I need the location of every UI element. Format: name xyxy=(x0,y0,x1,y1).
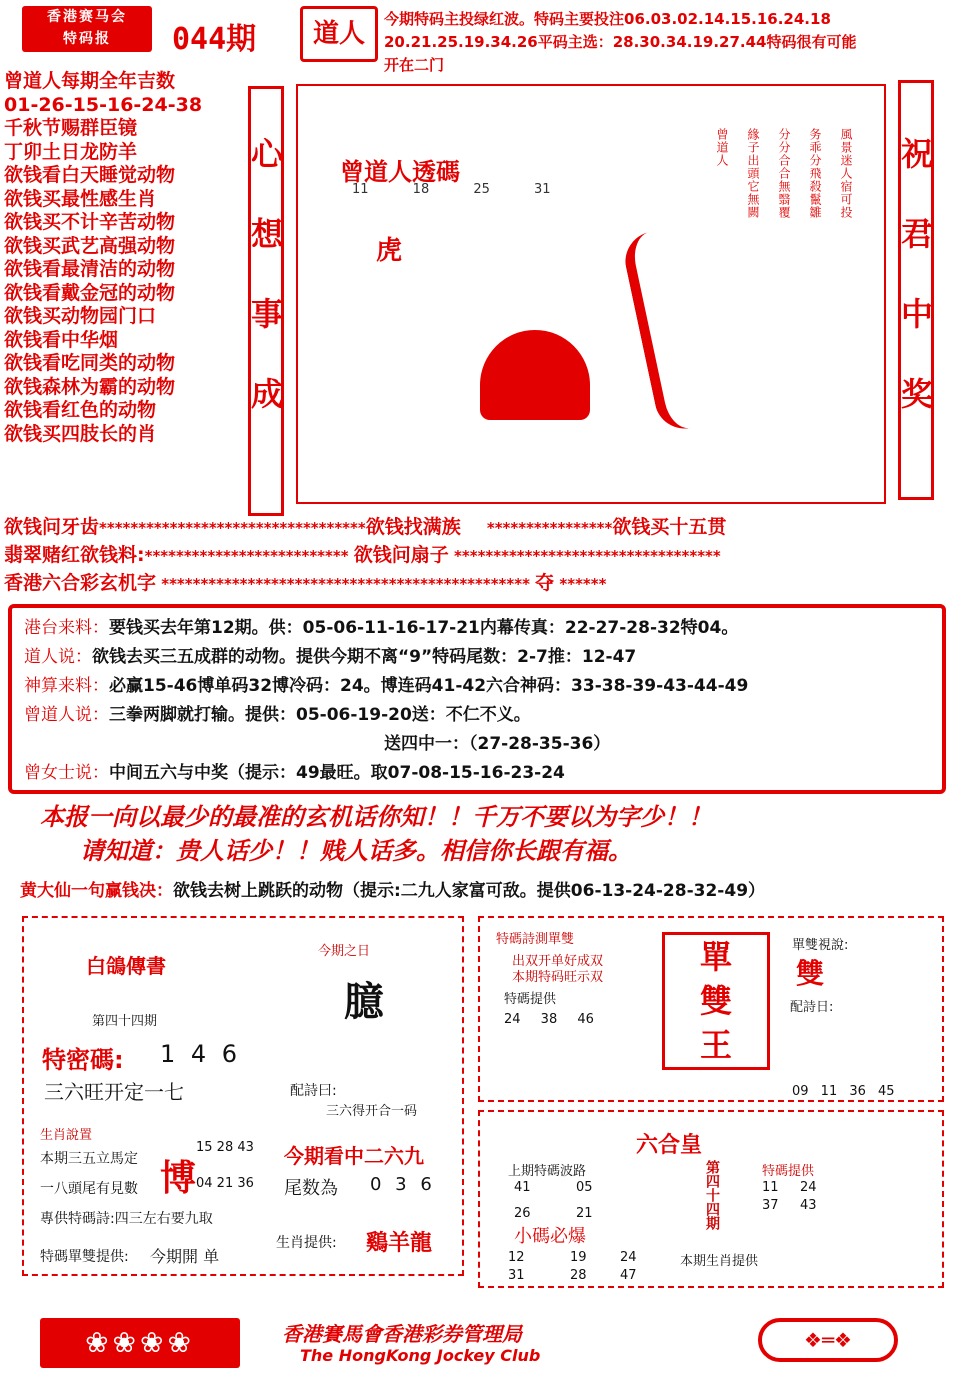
dbl-label: 特碼單雙提供: xyxy=(40,1249,129,1265)
small-num: 28 xyxy=(570,1268,587,1283)
focus-text: 今期看中二六九 xyxy=(284,1144,424,1168)
poem-column: 务乖分飛殺鬣雛 xyxy=(808,128,822,219)
rb-offer-num: 37 xyxy=(762,1198,779,1213)
odd-even-poem: 本期特码旺示双 xyxy=(512,970,604,985)
riddle-line: 千秋节赐群臣镜 xyxy=(4,117,138,139)
scroll-char: 中 xyxy=(901,295,934,333)
side-title: 單雙視說: xyxy=(792,938,849,953)
special-code-value: 1 4 6 xyxy=(160,1040,242,1068)
star-row: 香港六合彩玄机字 *********************************************** 夺 ****** xyxy=(4,572,607,594)
small-num: 12 xyxy=(508,1250,525,1265)
poem-text: 三六得开合一码 xyxy=(326,1104,418,1119)
jockey-club-logo-left xyxy=(40,1318,240,1368)
riddle-line: 欲钱看戴金冠的动物 xyxy=(4,281,176,304)
star-row-b: 夺 xyxy=(535,572,555,594)
poem-column: 分分合合無翳覆 xyxy=(777,128,791,219)
riddle-line: 欲钱买动物园门口 xyxy=(4,305,157,327)
riddle-line: 欲钱看中华烟 xyxy=(4,328,119,351)
wave-label: 上期特碼波路 xyxy=(508,1164,587,1179)
scroll-char: 祝 xyxy=(901,135,934,173)
footer-chinese-name: 香港賽馬會香港彩券管理局 xyxy=(282,1322,522,1346)
tip-row xyxy=(24,614,930,643)
riddle-line: 欲钱看白天睡觉动物 xyxy=(4,164,176,186)
riddle-line: 欲钱买不计辛苦动物 xyxy=(4,211,176,233)
zodiac-label: 生肖說置 xyxy=(40,1128,93,1143)
painting-tiger-char: 虎 xyxy=(376,236,403,266)
issue-label: 第四十四期 xyxy=(92,1014,158,1029)
tip-row xyxy=(24,701,930,730)
riddle-line: 欲钱看红色的动物 xyxy=(4,399,157,421)
small-num: 24 xyxy=(620,1250,637,1265)
side-nums: 09 11 36 45 xyxy=(792,1084,895,1099)
king-char: 單 xyxy=(699,938,732,976)
huang-text: 欲钱去树上跳跃的动物（提示:二九人家富可敌。提供06-13-24-28-32-49） xyxy=(173,881,766,901)
slogan-line: 本报一向以最少的最准的玄机话你知！！千万不要以为字少！！ xyxy=(40,802,712,831)
dbl-value: 今期開 单 xyxy=(150,1247,220,1266)
painting-title: 曾道人透碼 xyxy=(340,157,460,186)
tip-source: 曾女士说： xyxy=(24,763,109,783)
riddle-line: 欲钱看最清洁的动物 xyxy=(4,258,176,280)
king-char: 王 xyxy=(699,1026,732,1064)
daoren-stamp: 道人 xyxy=(300,6,378,62)
tip-source: 神算来料： xyxy=(24,676,109,696)
slogan xyxy=(40,800,940,868)
tip-text: 送四中一：（27-28-35-36） xyxy=(384,734,611,754)
odd-even-title: 特碼詩測單雙 xyxy=(496,932,575,947)
riddle-line: 欲钱看吃同类的动物 xyxy=(4,352,176,374)
bo-char: 博 xyxy=(160,1158,197,1199)
star-row-b: 欲钱问扇子 xyxy=(353,544,449,566)
riddle-line: 欲钱买四肢长的肖 xyxy=(4,422,157,445)
star-row-a: 香港六合彩玄机字 xyxy=(4,572,157,594)
odd-even-nums: 24 38 46 xyxy=(504,1012,594,1027)
logo-emblem-icon: ❖═❖ xyxy=(804,1328,852,1352)
jockey-club-logo-right xyxy=(758,1318,898,1362)
star-row-c: 欲钱买十五贯 xyxy=(612,516,727,538)
tip-source: 道人说： xyxy=(24,647,92,667)
tip-source: 曾道人说： xyxy=(24,705,109,725)
day-label: 今期之日 xyxy=(318,944,371,959)
zodiac-line: 一八頭尾有見數 xyxy=(40,1181,138,1197)
scroll-char: 奖 xyxy=(901,375,934,413)
note-line: 今期特码主投绿红波。特码主要投注06.03.02.14.15.16.24.18 xyxy=(384,10,831,28)
side-label: 配詩日: xyxy=(790,1000,834,1015)
bo-nums-a: 15 28 43 xyxy=(196,1140,254,1155)
riddle-line: 丁卯土日龙防羊 xyxy=(4,140,138,163)
wave-num: 21 xyxy=(576,1206,593,1221)
tips-box xyxy=(8,604,946,794)
scroll-char: 君 xyxy=(901,215,934,253)
rb-issue: 第四十四期 xyxy=(704,1160,720,1230)
star-row-a: 翡翠赌红欲钱料: xyxy=(4,544,145,566)
odd-even-king xyxy=(662,932,770,1070)
scroll-char: 心 xyxy=(251,135,284,173)
small-code-label: 小碼必爆 xyxy=(514,1226,586,1247)
zodiac-line: 專供特碼詩:四三左右要九取 xyxy=(40,1211,213,1227)
bo-nums-b: 04 21 36 xyxy=(196,1176,254,1191)
riddle-line: 欲钱买武艺高强动物 xyxy=(4,234,176,257)
note-line: 20.21.25.19.34.26平码主选：28.30.34.19.27.44特码很有可能 xyxy=(384,33,857,51)
tip-row xyxy=(24,730,930,759)
logo-line-1: 香港赛马会 xyxy=(47,9,127,25)
wave-num: 05 xyxy=(576,1180,593,1195)
day-char: 臆 xyxy=(344,978,384,1025)
small-num: 31 xyxy=(508,1268,525,1283)
zodiac-line: 本期三五立馬定 xyxy=(40,1151,138,1167)
rb-offer-num: 24 xyxy=(800,1180,817,1195)
wave-num: 41 xyxy=(514,1180,531,1195)
brand-title: 六合皇 xyxy=(636,1133,703,1158)
small-num: 47 xyxy=(620,1268,637,1283)
star-row-b: 欲钱找满族 xyxy=(365,516,461,538)
book-title: 白鴿傳書 xyxy=(86,954,166,978)
tip-source: 港台来料： xyxy=(24,618,109,638)
tip-text: 要钱买去年第12期。供：05-06-11-16-17-21内幕传真：22-27-28-32特04。 xyxy=(109,618,739,638)
scroll-right xyxy=(898,80,934,500)
zodiac-give-value: 鷄羊龍 xyxy=(366,1231,433,1256)
scroll-char: 成 xyxy=(251,375,284,413)
star-row: 翡翠赌红欲钱料:************************** 欲钱问扇子 ********************************** xyxy=(4,544,721,566)
poem-column: 緣子出頭它無闕 xyxy=(746,128,760,219)
wave-num: 26 xyxy=(514,1206,531,1221)
rb-offer-num: 43 xyxy=(800,1198,817,1213)
riddle-line: 欲钱森林为霸的动物 xyxy=(4,375,176,398)
painting-numbers: 11 18 25 31 xyxy=(352,182,551,197)
huang-label: 黄大仙一句赢钱决： xyxy=(20,881,173,901)
tip-text: 三拳两脚就打输。提供：05-06-19-20送：不仁不义。 xyxy=(109,705,531,725)
scroll-char: 事 xyxy=(251,295,284,333)
star-row: 欲钱问牙齿**********************************欲钱找满族 ****************欲钱买十五贯 xyxy=(4,516,727,538)
tip-text: 欲钱去买三五成群的动物。提供今期不离“9”特码尾数：2-7推：12-47 xyxy=(92,647,637,667)
poem-label: 配詩曰: xyxy=(290,1083,337,1099)
note-line: 开在二门 xyxy=(384,56,445,74)
riddle-line: 曾道人每期全年吉数 xyxy=(4,70,176,92)
scroll-left xyxy=(248,86,284,516)
scroll-char: 想 xyxy=(251,215,284,253)
huang-daxian-tip xyxy=(20,876,765,901)
star-rows xyxy=(4,514,954,598)
issue-number: 044期 xyxy=(172,22,257,57)
zodiac-give-label: 生肖提供: xyxy=(276,1235,337,1251)
small-num: 19 xyxy=(570,1250,587,1265)
special-line: 三六旺开定一七 xyxy=(44,1080,184,1104)
odd-even-poem: 出双开单好成双 xyxy=(512,954,604,969)
tail-label: 尾数為 xyxy=(284,1178,338,1199)
riddle-line: 01-26-15-16-24-38 xyxy=(4,93,203,116)
rb-offer-num: 11 xyxy=(762,1180,779,1195)
tip-row xyxy=(24,672,930,701)
tail-value: 0 3 6 xyxy=(370,1174,436,1195)
rb-zodiac-label: 本期生肖提供 xyxy=(680,1254,759,1269)
slogan-line: 请知道：贵人话少！！贱人话多。相信你长跟有福。 xyxy=(80,836,632,865)
poem-column: 風景迷人宿可投 xyxy=(839,128,853,219)
tip-text: 必赢15-46博单码32博冷码：24。博连码41-42六合神码：33-38-39-43-44-49 xyxy=(109,676,749,696)
footer-english-name: The HongKong Jockey Club xyxy=(300,1346,541,1365)
odd-even-offer: 特碼提供 xyxy=(504,992,557,1007)
riddle-column xyxy=(4,70,244,446)
riddle-line: 欲钱买最性感生肖 xyxy=(4,187,157,210)
tip-row xyxy=(24,643,930,672)
side-char: 雙 xyxy=(796,957,825,990)
top-note xyxy=(384,8,944,77)
newspaper-logo xyxy=(22,6,152,52)
poem-column: 曾道人 xyxy=(715,128,729,167)
painting-poem xyxy=(615,128,855,219)
logo-line-2: 特码报 xyxy=(63,31,111,47)
special-code-label: 特密碼: xyxy=(42,1046,124,1074)
star-row-a: 欲钱问牙齿 xyxy=(4,516,100,538)
rb-offer: 特碼提供 xyxy=(762,1164,815,1179)
tip-row xyxy=(24,759,930,788)
tip-text: 中间五六与中奖（提示：49最旺。取07-08-15-16-23-24 xyxy=(109,763,565,783)
king-char: 雙 xyxy=(699,982,732,1020)
logo-swirl-icon: ❀❀❀❀ xyxy=(85,1326,195,1359)
